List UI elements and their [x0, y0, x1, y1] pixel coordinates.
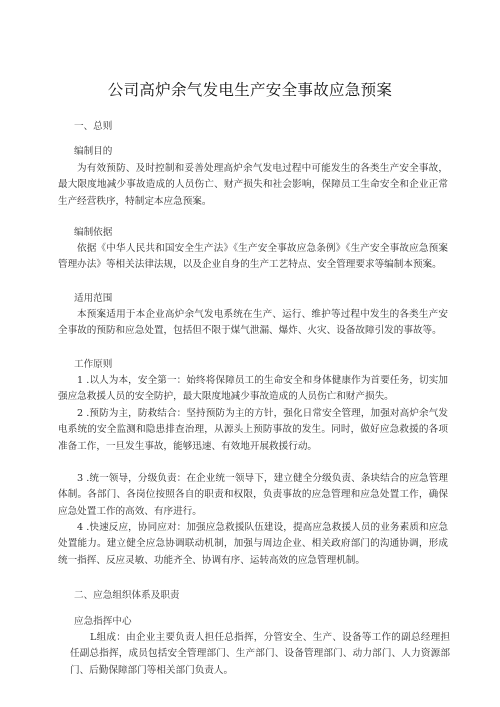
section-heading-organization: 二、应急组织体系及职责 [74, 590, 180, 601]
principle-item-3: 3 .统一领导，分级负责：在企业统一领导下，建立健全分级负责、条块结合的应急管理体制。各部门、各岗位按照各自的职责和权限，负责事故的应急管理和应急处置工作，确保应急处置工作的高效、有序进行。 [58, 473, 448, 517]
paragraph-command-center: L组成：由企业主要负责人担任总指挥，分管安全、生产、设备等工作的副总经理担任副总指挥，成员包括安全管理部门、生产部门、设备管理部门、动力部门、人力资源部门、后勤保障部门等相关部门负责人。 [70, 632, 450, 676]
principle-item-4: 4 .快速反应，协同应对：加强应急救援队伍建设，提高应急救援人员的业务素质和应急处置能力。建立健全应急协调联动机制，加强与周边企业、相关政府部门的沟通协调，形成统一指挥、反应灵敏、功能齐全、协调有序、运转高效的应急管理机制。 [58, 522, 448, 566]
heading-command-center: 应急指挥中心 [74, 616, 132, 627]
paragraph-scope: 本预案适用于本企业高炉余气发电系统在生产、运行、维护等过程中发生的各类生产安全事故的预防和应急处置，包括但不限于煤气泄漏、爆炸、火灾、设备故障引发的事故等。 [58, 309, 448, 337]
principle-item-1: 1 .以人为本，安全第一：始终将保障员工的生命安全和身体健康作为首要任务，切实加强应急救援人员的安全防护，最大限度地减少事故造成的人员伤亡和财产损失。 [58, 375, 448, 403]
heading-purpose: 编制目的 [74, 146, 113, 157]
paragraph-basis: 依据《中华人民共和国安全生产法》《生产安全事故应急条例》《生产安全事故应急预案管理办法》等相关法律法规，以及企业自身的生产工艺特点、安全管理要求等编制本预案。 [58, 243, 448, 271]
heading-scope: 适用范围 [74, 293, 113, 304]
heading-principles: 工作原则 [74, 359, 113, 370]
paragraph-purpose: 为有效预防、及时控制和妥善处理高炉余气发电过程中可能发生的各类生产安全事故，最大限度地减少事故造成的人员伤亡、财产损失和社会影响，保障员工生命安全和企业正常生产经营秩序，特制定本应急预案。 [58, 163, 448, 207]
document-title: 公司高炉余气发电生产安全事故应急预案 [107, 81, 393, 99]
principle-item-2: 2 .预防为主，防救结合：坚持预防为主的方针，强化日常安全管理，加强对高炉余气发电系统的安全监测和隐患排查治理，从源头上预防事故的发生。同时，做好应急救援的各项准备工作，一旦发生事故，能够迅速、有效地开展救援行动。 [58, 408, 448, 452]
heading-basis: 编制依据 [74, 227, 113, 238]
section-heading-general: 一、总则 [74, 121, 113, 132]
